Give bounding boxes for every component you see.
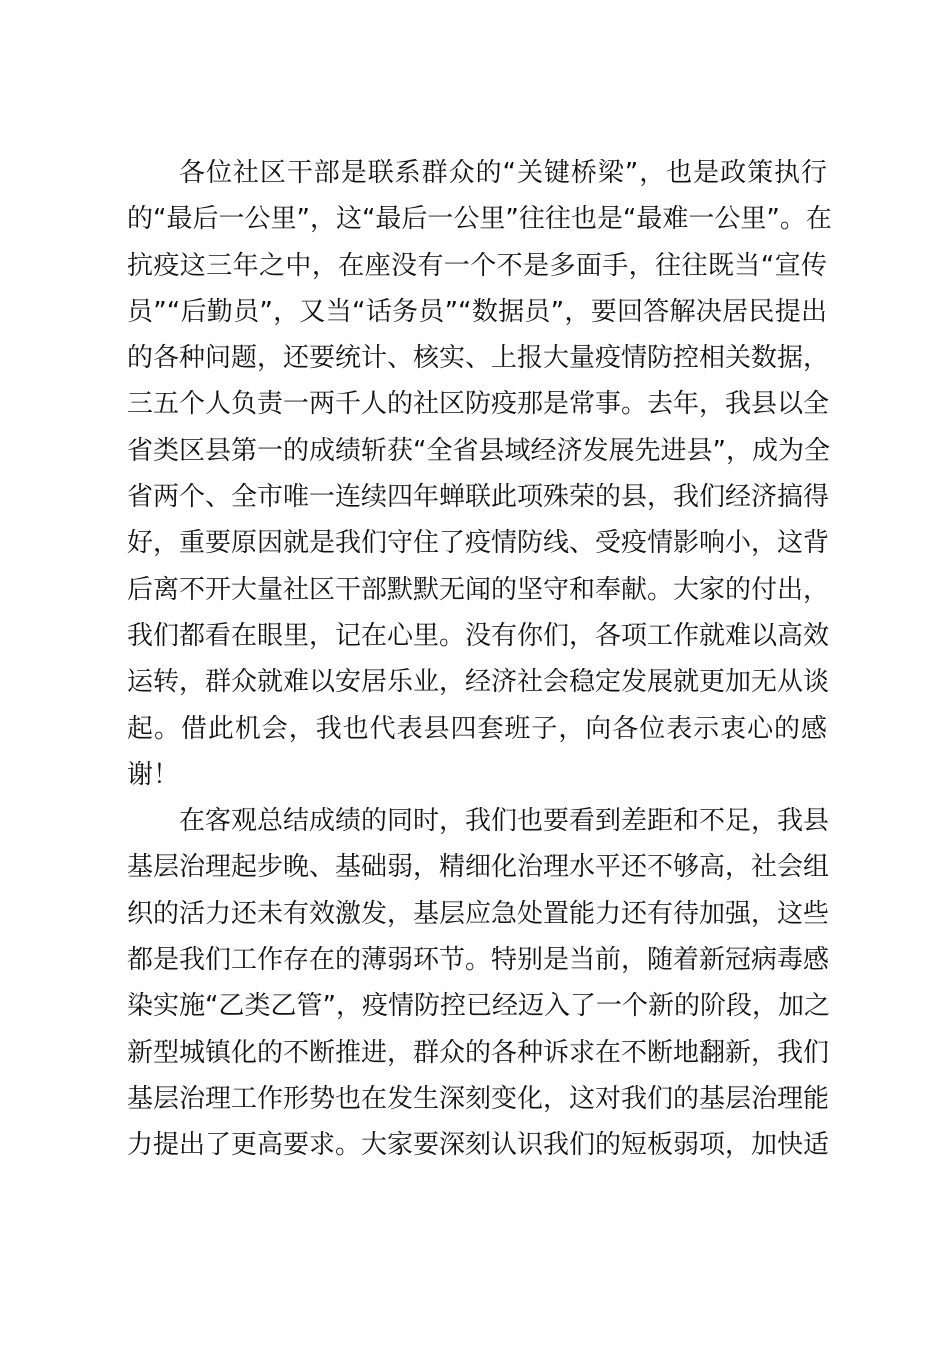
text-line: 力提出了更高要求。大家要深刻认识我们的短板弱项，加快适 xyxy=(127,1130,830,1161)
text-line: 织的活力还未有效激发，基层应急处置能力还有待加强，这些 xyxy=(127,898,830,929)
text-line: 的“最后一公里”，这“最后一公里”往往也是“最难一公里”。在 xyxy=(127,204,832,235)
text-line: 员”“后勤员”，又当“话务员”“数据员”，要回答解决居民提出 xyxy=(127,296,827,327)
text-line: 各位社区干部是联系群众的“关键桥梁”，也是政策执行 xyxy=(179,158,827,188)
text-line: 起。借此机会，我也代表县四套班子，向各位表示衷心的感 xyxy=(127,713,827,744)
text-line: 抗疫这三年之中，在座没有一个不是多面手，往往既当“宣传 xyxy=(127,250,827,281)
text-line: 染实施“乙类乙管”，疫情防控已经迈入了一个新的阶段，加之 xyxy=(127,991,830,1022)
text-line: 新型城镇化的不断推进，群众的各种诉求在不断地翻新，我们 xyxy=(127,1037,830,1068)
text-line: 基层治理工作形势也在发生深刻变化，这对我们的基层治理能 xyxy=(127,1083,830,1114)
text-line: 基层治理起步晚、基础弱，精细化治理水平还不够高，社会组 xyxy=(127,852,830,883)
text-line: 省类区县第一的成绩斩获“全省县域经济发展先进县”，成为全 xyxy=(127,435,830,466)
paragraph-2 xyxy=(127,798,830,1168)
text-line: 后离不开大量社区干部默默无闻的坚守和奉献。大家的付出， xyxy=(127,574,830,605)
text-line: 好，重要原因就是我们守住了疫情防线、受疫情影响小，这背 xyxy=(127,528,830,559)
text-line: 谢！ xyxy=(127,759,180,790)
paragraph-1 xyxy=(127,150,832,798)
text-line: 省两个、全市唯一连续四年蝉联此项殊荣的县，我们经济搞得 xyxy=(127,482,830,513)
text-line: 在客观总结成绩的同时，我们也要看到差距和不足，我县 xyxy=(179,806,830,837)
text-line: 我们都看在眼里，记在心里。没有你们，各项工作就难以高效 xyxy=(127,620,830,651)
document-body xyxy=(127,150,832,1169)
text-line: 的各种问题，还要统计、核实、上报大量疫情防控相关数据， xyxy=(127,343,830,374)
text-line: 三五个人负责一两千人的社区防疫那是常事。去年，我县以全 xyxy=(127,389,830,420)
text-line: 运转，群众就难以安居乐业，经济社会稳定发展就更加无从谈 xyxy=(127,667,830,698)
text-line: 都是我们工作存在的薄弱环节。特别是当前，随着新冠病毒感 xyxy=(127,945,830,976)
